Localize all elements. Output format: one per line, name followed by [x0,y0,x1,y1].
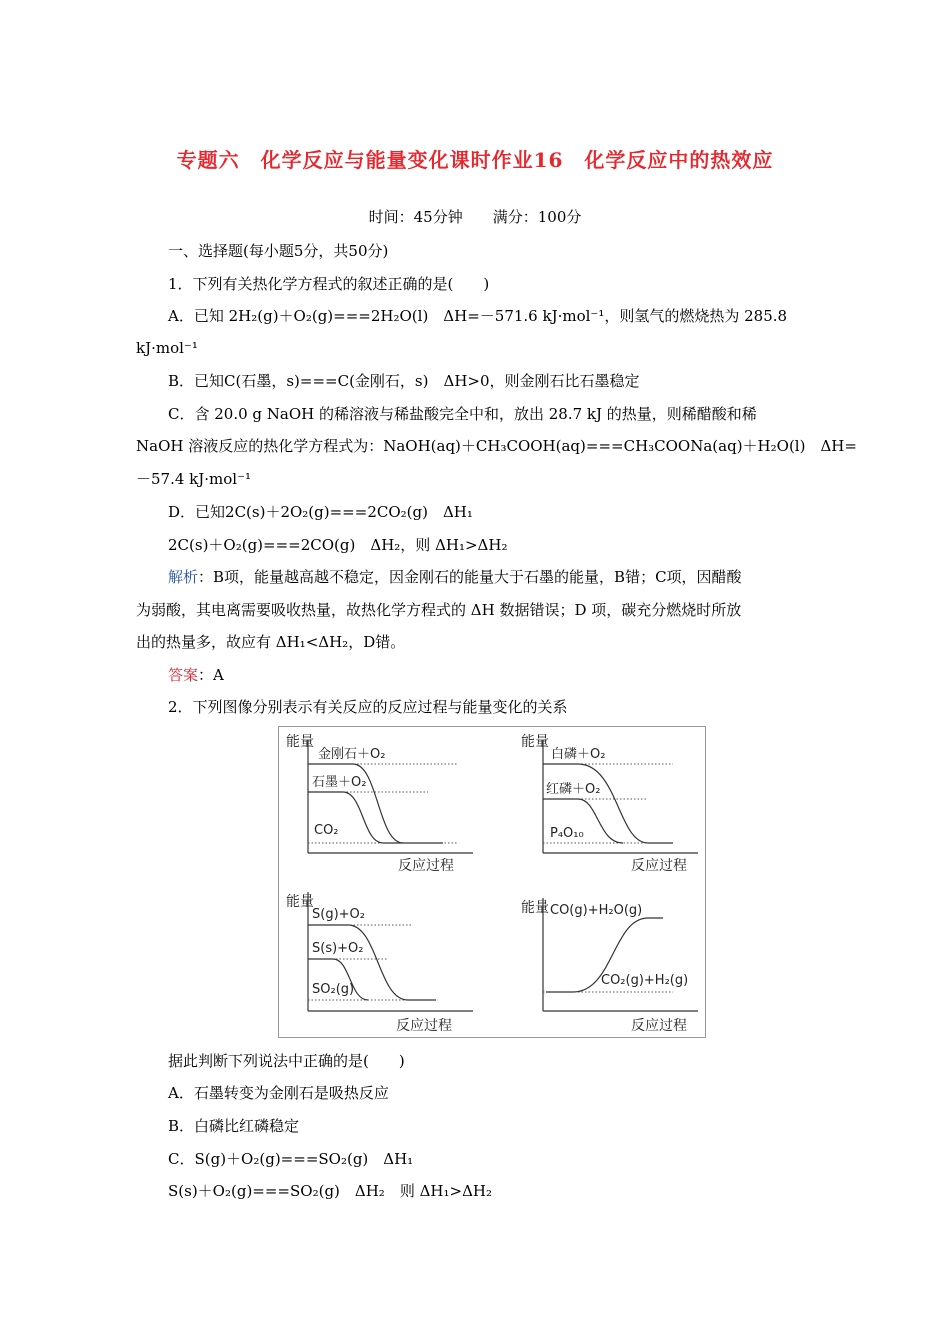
label-p4o10: P₄O₁₀ [550,826,584,841]
q2-option-c: C．S(g)＋O₂(g)===SO₂(g) ΔH₁ [168,1150,414,1168]
q2-followup: 据此判断下列说法中正确的是( ) [168,1052,405,1070]
y-axis-label: 能量 [286,894,314,910]
q1-stem: 1．下列有关热化学方程式的叙述正确的是( ) [168,275,490,293]
time-info: 时间：45分钟 满分：100分 [368,208,582,226]
panel-co-shift [521,898,698,1034]
answer-label: 答案 [168,666,199,684]
q1-analysis-cont: 为弱酸，其电离需要吸收热量，故热化学方程式的 ΔH 数据错误；D 项，碳充分燃烧时所放 [136,601,742,619]
label-sulfur-gas: S(g)+O₂ [312,907,365,922]
label-co2-h2: CO₂(g)+H₂(g) [601,973,689,988]
panel-sulfur [286,892,473,1034]
panel-white-red-phosphorus [521,733,698,874]
analysis-label: 解析 [168,568,199,586]
section-heading: 一、选择题(每小题5分，共50分) [168,242,389,260]
q1-analysis-cont2: 出的热量多，故应有 ΔH₁<ΔH₂，D错。 [136,633,406,651]
page-title: 专题六 化学反应与能量变化课时作业16 化学反应中的热效应 [176,148,774,172]
label-so2: SO₂(g) [312,982,355,997]
q2-option-b: B．白磷比红磷稳定 [168,1117,300,1135]
label-co2: CO₂ [314,823,339,838]
q1-analysis [168,567,742,587]
q1-option-d-cont: 2C(s)＋O₂(g)===2CO(g) ΔH₂，则 ΔH₁>ΔH₂ [168,536,508,554]
y-axis-label: 能量 [521,734,549,750]
q1-answer [168,665,224,685]
x-axis-label: 反应过程 [631,1018,687,1034]
y-axis-label: 能量 [286,734,314,750]
label-graphite: 石墨＋O₂ [312,775,367,790]
x-axis-label: 反应过程 [631,858,687,874]
q1-option-a: A．已知 2H₂(g)＋O₂(g)===2H₂O(l) ΔH=－571.6 kJ·mol⁻¹，则氢气的燃烧热为 285.8 [168,307,788,325]
energy-diagrams-figure [278,726,706,1038]
q2-option-c-cont: S(s)＋O₂(g)===SO₂(g) ΔH₂ 则 ΔH₁>ΔH₂ [168,1182,493,1200]
label-diamond: 金刚石＋O₂ [318,747,386,762]
q1-option-a-cont: kJ·mol⁻¹ [136,339,198,357]
q1-option-b: B．已知C(石墨，s)===C(金刚石，s) ΔH>0，则金刚石比石墨稳定 [168,372,640,390]
answer-value: ：A [198,666,224,684]
label-co-h2o: CO(g)+H₂O(g) [550,903,643,918]
label-white-phosphorus: 白磷＋O₂ [551,747,606,762]
q1-option-c-cont: NaOH 溶液反应的热化学方程式为：NaOH(aq)＋CH₃COOH(aq)===CH₃COONa(aq)＋H₂O(l) ΔH= [136,437,857,455]
label-red-phosphorus: 红磷＋O₂ [546,782,601,797]
label-sulfur-solid: S(s)+O₂ [312,941,364,956]
q1-option-c-cont2: －57.4 kJ·mol⁻¹ [136,470,252,488]
y-axis-label: 能量 [521,900,549,916]
analysis-text: ：B项，能量越高越不稳定，因金刚石的能量大于石墨的能量，B错；C项，因醋酸 [198,568,742,586]
q1-option-d: D．已知2C(s)＋2O₂(g)===2CO₂(g) ΔH₁ [168,503,473,521]
x-axis-label: 反应过程 [398,858,454,874]
q1-option-c: C．含 20.0 g NaOH 的稀溶液与稀盐酸完全中和，放出 28.7 kJ 的热量，则稀醋酸和稀 [168,405,757,423]
q2-option-a: A．石墨转变为金刚石是吸热反应 [168,1084,389,1102]
x-axis-label: 反应过程 [396,1018,452,1034]
panel-diamond-graphite [286,733,473,874]
q2-stem: 2．下列图像分别表示有关反应的反应过程与能量变化的关系 [168,698,568,716]
